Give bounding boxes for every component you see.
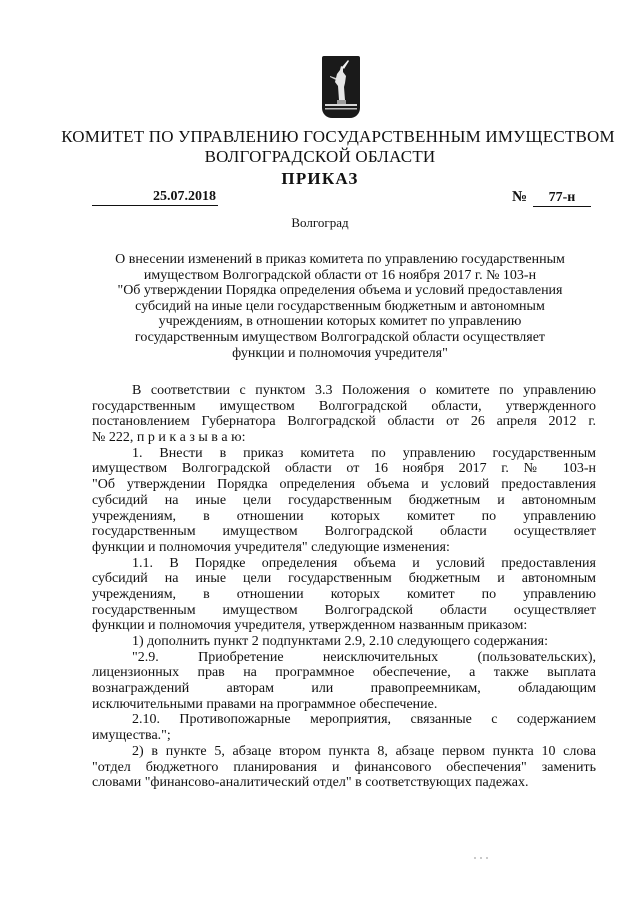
organization-region: ВОЛГОГРАДСКОЙ ОБЛАСТИ <box>204 147 436 166</box>
body-line: субсидий на иные цели государственным бюджетным и автономным <box>92 492 596 508</box>
heading-line: государственным имуществом Волгоградской области осуществляет <box>134 329 546 345</box>
document-number: 77-н <box>533 190 591 207</box>
body-line: имуществом Волгоградской области от 16 ноября 2017 г. № 103-н <box>92 461 596 477</box>
body-line: государственным имуществом Волгоградской области, утвержденного <box>92 398 596 414</box>
body-line: словами "финансово-аналитический отдел" в соответствующих падежах. <box>92 775 529 791</box>
body-line: № 222, п р и к а з ы в а ю: <box>92 430 246 446</box>
body-line: учреждениям, в отношении которых комитет по управлению <box>92 586 596 602</box>
body-line: исключительными правами на программное обеспечение. <box>92 696 438 712</box>
heading-line: субсидий на иные цели государственным бюджетным и автономным <box>135 298 545 314</box>
body-line: учреждениям, в отношении которых комитет по управлению <box>92 508 596 524</box>
body-line: "отдел бюджетного планирования и финансового обеспечения" заменить <box>92 759 596 775</box>
heading-line: учреждениям, в отношении которых комитет по управлению <box>158 314 522 330</box>
body-line: лицензионных прав на программное обеспечение, а также выплата <box>92 665 596 681</box>
document-body <box>92 383 596 791</box>
heading-line: имуществом Волгоградской области от 16 ноября 2017 г. № 103-н <box>143 267 537 283</box>
body-line: В соответствии с пунктом 3.3 Положения о комитете по управлению <box>132 383 596 398</box>
body-line: 1.1. В Порядке определения объема и условий предоставления <box>132 555 596 571</box>
scan-artifact <box>472 856 492 860</box>
body-line: функции и полномочия учредителя, утвержденном названным приказом: <box>92 618 528 634</box>
organization-name: КОМИТЕТ ПО УПРАВЛЕНИЮ ГОСУДАРСТВЕННЫМ ИМУЩЕСТВОМ <box>61 127 615 146</box>
body-line: государственным имуществом Волгоградской области осуществляет <box>92 602 596 618</box>
body-line: субсидий на иные цели государственным бюджетным и автономным <box>92 571 596 587</box>
document-heading <box>80 252 600 361</box>
body-line: "Об утверждении Порядка определения объема и условий предоставления <box>92 477 596 493</box>
city: Волгоград <box>291 215 349 230</box>
heading-line: функции и полномочия учредителя" <box>232 345 448 361</box>
body-line: 2.10. Противопожарные мероприятия, связанные с содержанием <box>132 712 596 728</box>
heading-line: "Об утверждении Порядка определения объема и условий предоставления <box>117 283 563 299</box>
body-line: имущества."; <box>92 728 171 744</box>
body-line: "2.9. Приобретение неисключительных (пользовательских), <box>132 649 596 665</box>
body-line: 1) дополнить пункт 2 подпунктами 2.9, 2.10 следующего содержания: <box>132 634 549 649</box>
number-label: № <box>512 189 528 205</box>
body-line: функции и полномочия учредителя" следующие изменения: <box>92 539 450 555</box>
body-line: 1. Внести в приказ комитета по управлению государственным <box>132 445 596 461</box>
heading-line: О внесении изменений в приказ комитета по управлению государственным <box>115 252 565 267</box>
body-line: вознаграждений авторам или правопреемникам, обладающим <box>92 681 596 697</box>
body-line: постановлением Губернатора Волгоградской области от 26 апреля 2012 г. <box>92 414 596 430</box>
body-line: 2) в пункте 5, абзаце втором пункта 8, абзаце первом пункта 10 слова <box>132 743 596 759</box>
volgograd-emblem-icon <box>322 56 360 118</box>
document-date: 25.07.2018 <box>92 189 218 206</box>
document-type: ПРИКАЗ <box>281 169 359 188</box>
body-line: государственным имуществом Волгоградской области осуществляет <box>92 524 596 540</box>
